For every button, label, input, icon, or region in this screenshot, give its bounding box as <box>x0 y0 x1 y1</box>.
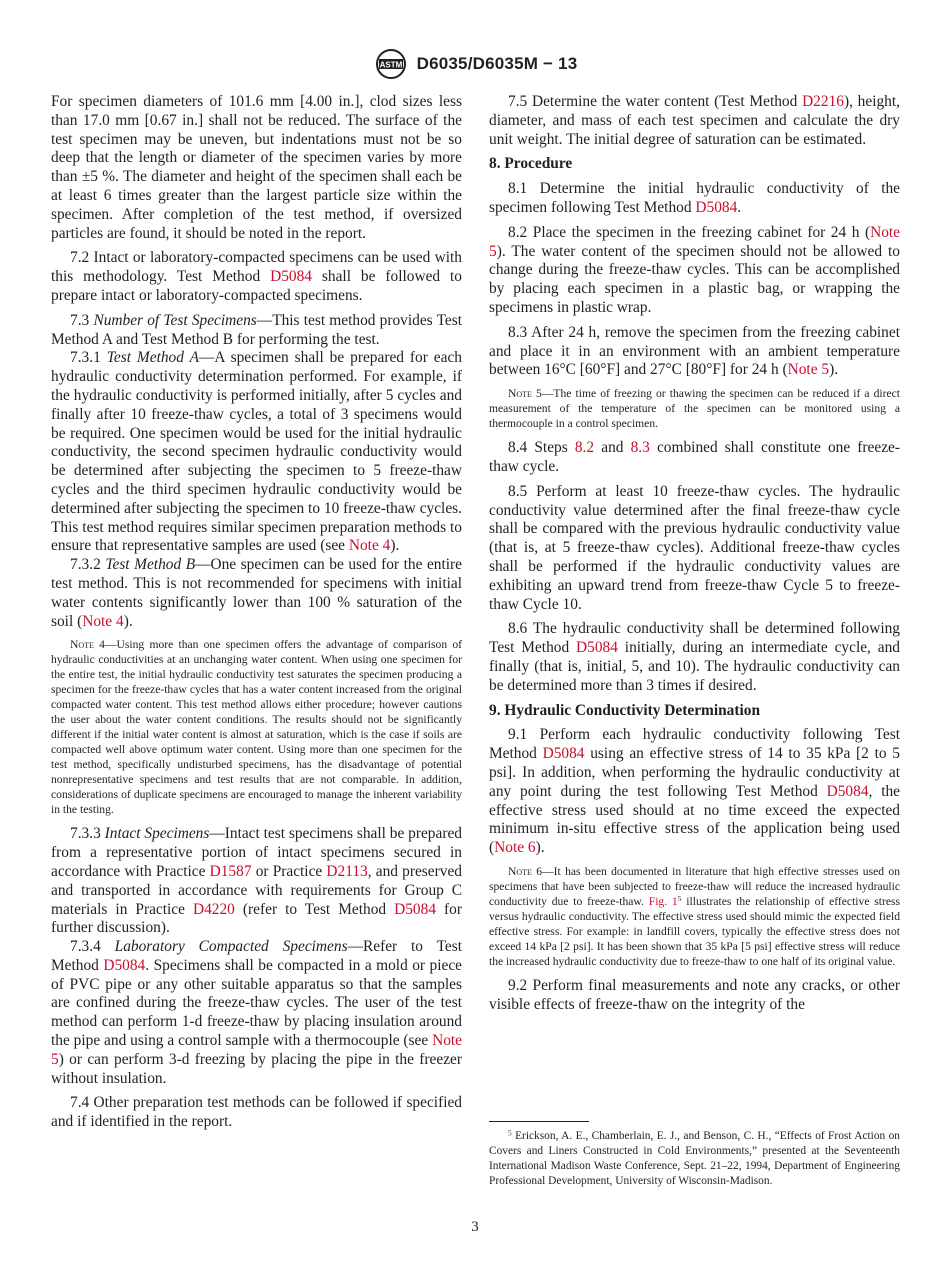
paragraph <box>489 93 900 149</box>
document-designation: D6035/D6035M − 13 <box>416 54 578 73</box>
text-run: initially, during an intermediate cycle, and finally (that is, initial, 5, and 10). The hydraulic conductivity can be determined more than 3 times if desired. <box>489 639 900 694</box>
note <box>51 637 462 817</box>
paragraph <box>51 1094 462 1132</box>
page-header <box>0 48 950 80</box>
section-subtitle: Intact Specimens <box>104 825 210 843</box>
note-label: Note <box>508 387 532 401</box>
note <box>489 864 900 969</box>
text-run: , the effective stress used should at no time exceed the expected minimum in-situ effective stress of the application being used ( <box>489 782 900 857</box>
paragraph <box>489 180 900 218</box>
svg-text:ASTM: ASTM <box>379 60 402 70</box>
text-run: combined shall constitute one freeze-thaw cycle. <box>489 439 901 475</box>
paragraph <box>489 224 900 318</box>
text-run: 7.4 Other preparation test methods can be followed if specified and if identified in the report. <box>51 1094 462 1131</box>
cross-reference-link[interactable]: D5084 <box>826 782 869 800</box>
footnotes <box>489 1121 900 1189</box>
paragraph <box>489 620 900 695</box>
text-run: ). The water content of the specimen should not be allowed to change during the freeze-thaw cycles. This can be accomplished by placing each specimen in a plastic bag, or wrapping the specimens in plastic wrap. <box>489 242 900 316</box>
text-run: 7.3.2 <box>70 556 106 574</box>
paragraph <box>489 977 900 1015</box>
paragraph <box>51 938 462 1088</box>
text-run: 9.2 Perform final measurements and note any cracks, or other visible effects of freeze-thaw on the integrity of the <box>489 976 900 1013</box>
text-run: ). <box>390 537 400 555</box>
text-run: 4—Using more than one specimen offers the advantage of comparison of hydraulic conductivities at an unchanging water content. When using one specimen for the entire test, the initial hydraulic conductivity test saturates the specimen producing a specimen for the freeze-thaw cycles that has a water content increased from the original compacted water content. This test method allows either procedure; however cautions the user about the water content conditions. The results should not be significantly different if the initial water content is almost at saturation, which is the case if soils are compacted well above optimum water content. Using more than one specimen for the test method, specifically undisturbed specimens, has the disadvantage of potential nonrepresentative specimens and test results that are not comparable. In addition, considerations of duplicate specimens are encouraged to manage the inherent variability in the testing. <box>51 638 462 817</box>
right-column <box>489 93 900 1020</box>
footnote-marker: 5 <box>677 894 682 904</box>
paragraph <box>51 556 462 631</box>
cross-reference-link[interactable]: 8.3 <box>630 439 650 457</box>
text-run: 6—It has been documented in literature that high effective stresses used on specimens that have been subjected to freeze-thaw will reduce the increased hydraulic conductivity due to freeze-thaw. <box>489 864 900 908</box>
cross-reference-link[interactable]: Note 5 <box>51 1032 462 1068</box>
text-run: For specimen diameters of 101.6 mm [4.00 in.], clod sizes less than 17.0 mm [0.67 in.] shall not be reduced. The surface of the test specimen may be uneven, but indentations must not be so deep that the length or diameter of the specimen varies by more than ±5 %. The diameter and height of the specimen shall each be at least 6 times greater than the largest particle size within the specimen. After completion of the test method, if oversized particles are found, it should be noted in the report. <box>51 93 462 242</box>
cross-reference-link[interactable]: Note 6 <box>494 839 536 857</box>
cross-reference-link[interactable]: D5084 <box>270 268 312 286</box>
text-run: illustrates the relationship of effective stress versus hydraulic conductivity. The effective stress used should mimic the expected field effective stress. For example: in landfill covers, typically the effective stress does not exceed 14 kPa [2 psi]. It has been shown that 35 kPa [5 psi] effective stress will reduce the increased hydraulic conductivity due to freeze-thaw to one half of its original value. <box>489 894 901 968</box>
cross-reference-link[interactable]: D2113 <box>326 862 368 880</box>
cross-reference-link[interactable]: 8.2 <box>574 439 595 457</box>
text-run: . <box>737 198 742 216</box>
cross-reference-link[interactable]: D1587 <box>209 862 252 880</box>
text-run: —A specimen shall be prepared for each hydraulic conductivity determination performed. For example, if the hydraulic conductivity is performed initially, after 5 cycles and finally after 10 freeze-thaw cycles, a total of 3 specimens would be required. One specimen would be used for the initial hydraulic conductivity, the second specimen hydraulic conductivity would be determined after subjecting the specimen to 5 freeze-thaw cycles and the third specimen hydraulic conductivity would be determined after subjecting the specimen to 10 freeze-thaw cycles. This test method requires similar specimen preparation methods to ensure that representative samples are used (see <box>51 349 462 555</box>
paragraph <box>489 726 900 858</box>
cross-reference-link[interactable]: D5084 <box>542 745 585 763</box>
text-run: ), height, diameter, and mass of each test specimen and calculate the dry unit weight. The initial degree of saturation can be estimated. <box>489 93 900 148</box>
text-run: 9.1 Perform each hydraulic conductivity following Test Method <box>489 726 900 763</box>
section-subtitle: Number of Test Specimens <box>93 311 257 329</box>
paragraph <box>51 825 462 938</box>
text-run: 8.6 The hydraulic conductivity shall be determined following Test Method <box>489 620 900 657</box>
section-heading <box>489 155 900 174</box>
paragraph <box>51 349 462 556</box>
cross-reference-link[interactable]: Fig. 1 <box>648 894 678 908</box>
text-run: 7.2 Intact or laboratory-compacted specimens can be used with this methodology. Test Method <box>51 249 462 286</box>
text-run: 5—The time of freezing or thawing the specimen can be reduced if a direct measurement of the temperature of the specimen can be monitored using a thermocouple in a control specimen. <box>489 387 900 431</box>
paragraph <box>51 93 462 243</box>
text-run: 7.3.4 <box>70 938 115 956</box>
text-run: ). <box>829 361 839 379</box>
astm-logo-icon <box>373 48 409 80</box>
text-run: for further discussion). <box>51 900 462 937</box>
paragraph <box>489 324 900 380</box>
text-run: using an effective stress of 14 to 35 kPa [2 to 5 psi]. In addition, when performing the hydraulic conductivity at any point during the test following Test Method <box>489 745 900 800</box>
text-run: —This test method provides Test Method A and Test Method B for performing the test. <box>51 311 463 348</box>
text-run: 8.5 Perform at least 10 freeze-thaw cycles. The hydraulic conductivity value determined after the final freeze-thaw cycle shall be compared with the previous hydraulic conductivity value (that is, at 5 freeze-thaw cycles). Additional freeze-thaw cycles shall be performed if the hydraulic conductivity values are exhibiting an upward trend from freeze-thaw Cycle 5 to freeze-thaw Cycle 10. <box>489 482 900 613</box>
paragraph <box>51 249 462 305</box>
text-run: . Specimens shall be compacted in a mold or piece of PVC pipe or any other suitable apparatus so that the samples are confined during the freeze-thaw cycles. The user of the test method can perform 1-d freeze-thaw by placing insulation around the pipe and using a control sample with a thermocouple (see <box>51 956 462 1050</box>
text-run: shall be followed to prepare intact or laboratory-compacted specimens. <box>51 268 463 304</box>
note-label: Note <box>508 864 532 878</box>
text-run: and <box>594 439 631 457</box>
text-run: (refer to Test Method <box>234 900 395 918</box>
paragraph <box>489 483 900 615</box>
text-run: 8. Procedure <box>489 155 573 173</box>
cross-reference-link[interactable]: D5084 <box>576 639 618 657</box>
text-run: 9. Hydraulic Conductivity Determination <box>489 701 761 719</box>
text-run: or Practice <box>251 862 327 880</box>
text-run: ) or can perform 3-d freezing by placing the pipe in the freezer without insulation. <box>51 1050 462 1087</box>
note-label: Note <box>70 638 94 652</box>
cross-reference-link[interactable]: D2216 <box>802 93 844 110</box>
cross-reference-link[interactable]: Note 4 <box>348 537 391 555</box>
section-heading <box>489 702 900 721</box>
left-column <box>51 93 462 1138</box>
text-run: 8.4 Steps <box>508 439 575 457</box>
paragraph <box>51 312 462 350</box>
text-run: ). <box>535 839 545 857</box>
cross-reference-link[interactable]: D5084 <box>394 900 437 918</box>
page-number: 3 <box>471 1219 479 1235</box>
cross-reference-link[interactable]: Note 5 <box>787 361 830 379</box>
text-run: 7.3.1 <box>70 349 107 367</box>
text-run: ). <box>123 612 133 630</box>
section-subtitle: Test Method B <box>105 556 196 574</box>
footnote-marker: 5 <box>508 1128 512 1138</box>
paragraph <box>489 439 900 477</box>
text-run: 7.3.3 <box>70 825 105 843</box>
cross-reference-link[interactable]: D4220 <box>192 900 235 918</box>
text-run: —One specimen can be used for the entire test method. This is not recommended for specimens with initial water contents significantly lower than 100 % saturation of the soil ( <box>51 556 462 630</box>
cross-reference-link[interactable]: D5084 <box>695 198 738 216</box>
text-run: Erickson, A. E., Chamberlain, E. J., and Benson, C. H., “Effects of Frost Action on Covers and Liners Constructed in Cold Environments,” presented at the Seventeenth International Madison Waste Conference, Sept. 21–22, 1994, Department of Engineering Professional Development, University of Wisconsin-Madison. <box>489 1130 900 1187</box>
footnote-5 <box>489 1129 900 1189</box>
cross-reference-link[interactable]: D5084 <box>103 956 146 974</box>
text-run: 7.5 Determine the water content (Test Method <box>508 93 803 110</box>
cross-reference-link[interactable]: Note 5 <box>489 223 900 260</box>
cross-reference-link[interactable]: Note 4 <box>82 612 124 630</box>
text-run: 8.3 After 24 h, remove the specimen from the freezing cabinet and place it in an environment with an ambient temperature between 16°C [60°F] and 27°C [80°F] for 24 h ( <box>489 323 900 379</box>
footnote-divider <box>489 1121 589 1122</box>
text-run: —Refer to Test Method <box>51 938 462 974</box>
section-subtitle: Test Method A <box>106 349 199 367</box>
text-run: —Intact test specimens shall be prepared from a representative portion of intact specimens secured in accordance with Practice <box>51 825 462 880</box>
section-subtitle: Laboratory Compacted Specimens <box>114 938 348 956</box>
text-run: 8.1 Determine the initial hydraulic conductivity of the specimen following Test Method <box>489 180 900 216</box>
text-run: 7.3 <box>70 311 94 329</box>
note <box>489 386 900 431</box>
text-run: , and preserved and transported in accordance with requirements for Group C materials in Practice <box>51 862 462 918</box>
text-run: 8.2 Place the specimen in the freezing cabinet for 24 h ( <box>508 223 871 241</box>
